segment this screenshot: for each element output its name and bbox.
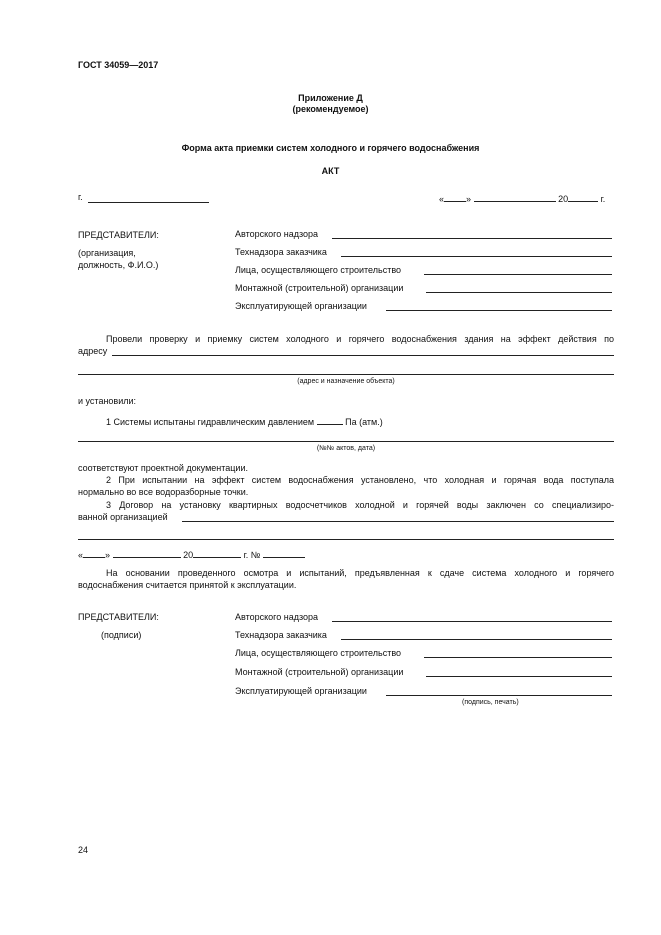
acts-caption: (№№ актов, дата) — [316, 445, 376, 452]
address-line-2 — [78, 374, 614, 375]
page-number: 24 — [78, 845, 89, 855]
form-title: Форма акта приемки систем холодного и горячего водоснабжения — [181, 143, 480, 153]
act-title: АКТ — [321, 166, 340, 176]
rep2-item-2: Лица, осуществляющего строительство — [235, 648, 402, 658]
signature-caption: (подпись, печать) — [462, 699, 519, 706]
representatives-note-1b: должность, Ф.И.О.) — [78, 260, 159, 270]
appendix-title: Приложение Д — [298, 93, 363, 103]
address-line-1 — [112, 355, 614, 356]
item-1: 1 Системы испытаны гидравлическим давлением Па (атм.) — [106, 417, 383, 427]
rep2-line-3 — [426, 676, 612, 677]
representatives-note-1a: (организация, — [78, 248, 136, 258]
conclusion-line-1: На основании проведенного осмотра и испытаний, предъявленная к сдаче система холодного и горячего — [106, 568, 614, 578]
item-2-line-1: 2 При испытании на эффект систем водоснабжения установлено, что холодная и горячая вода поступала — [106, 475, 614, 485]
organization-line-2 — [78, 539, 614, 540]
acts-line — [78, 441, 614, 442]
rep1-line-3 — [426, 292, 612, 293]
paragraph-inspection: Провели проверку и приемку систем холодного и горячего водоснабжения здания на эффект действия по — [106, 334, 614, 344]
rep1-item-2: Лица, осуществляющего строительство — [235, 265, 402, 275]
standard-code: ГОСТ 34059—2017 — [78, 60, 159, 70]
appendix-subtitle: (рекомендуемое) — [292, 104, 369, 114]
address-caption: (адрес и назначение объекта) — [297, 378, 395, 385]
contract-date: « » 20 г. № — [78, 548, 305, 560]
rep1-line-0 — [332, 238, 612, 239]
city-prefix: г. — [78, 192, 83, 202]
representatives-label-1: ПРЕДСТАВИТЕЛИ: — [78, 230, 159, 240]
item-3-line-2: ванной организацией — [78, 512, 168, 522]
rep2-line-0 — [332, 621, 612, 622]
item-3-line-1: 3 Договор на установку квартирных водосчетчиков холодной и горячей воды заключен со специализиро- — [106, 500, 614, 510]
rep1-item-3: Монтажной (строительной) организации — [235, 283, 404, 293]
organization-line-1 — [182, 521, 614, 522]
rep1-item-0: Авторского надзора — [235, 229, 319, 239]
conform-text: соответствуют проектной документации. — [78, 463, 248, 473]
established-label: и установили: — [78, 396, 137, 406]
rep1-item-1: Технадзора заказчика — [235, 247, 327, 257]
rep2-line-2 — [424, 657, 612, 658]
representatives-label-2: ПРЕДСТАВИТЕЛИ: — [78, 612, 159, 622]
conclusion-line-2: водоснабжения считается принятой к эксплуатации. — [78, 580, 297, 590]
rep2-item-1: Технадзора заказчика — [235, 630, 327, 640]
rep2-line-1 — [341, 639, 612, 640]
rep2-line-4 — [386, 695, 612, 696]
rep1-line-1 — [341, 256, 612, 257]
rep1-line-2 — [424, 274, 612, 275]
address-label: адресу — [78, 346, 108, 356]
rep1-line-4 — [386, 310, 612, 311]
item-2-line-2: нормально во все водоразборные точки. — [78, 487, 249, 497]
representatives-note-2: (подписи) — [101, 630, 142, 640]
date-block: « » 20 г. — [439, 194, 606, 204]
rep2-item-4: Эксплуатирующей организации — [235, 686, 367, 696]
rep1-item-4: Эксплуатирующей организации — [235, 301, 367, 311]
rep2-item-3: Монтажной (строительной) организации — [235, 667, 404, 677]
rep2-item-0: Авторского надзора — [235, 612, 319, 622]
city-line — [88, 202, 209, 203]
